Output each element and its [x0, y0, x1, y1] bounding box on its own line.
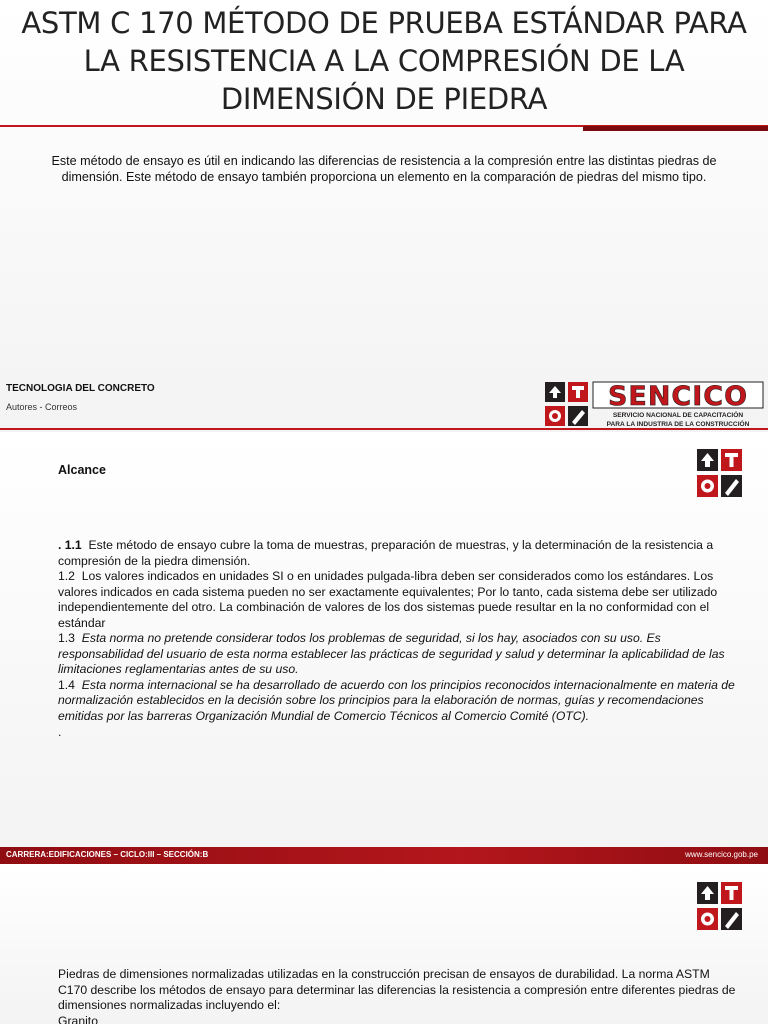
scope-body [58, 538, 742, 741]
sencico-wordmark: SENCICO [607, 381, 749, 412]
intro-paragraph: Este método de ensayo es útil en indicando las diferencias de resistencia a la compresión entre las distintas piedras de dimensión. Este método de ensayo también proporciona un elemento en la comparación de piedras del mismo tipo. [51, 154, 717, 184]
sencico-tagline-2: PARA LA INDUSTRIA DE LA CONSTRUCCIÓN [606, 421, 750, 428]
slide-title: ASTM C 170 MÉTODO DE PRUEBA ESTÁNDAR PARA LA RESISTENCIA A LA COMPRESIÓN DE LA DIMENSIÓN DE PIEDRA [21, 6, 747, 116]
slide-1 [0, 0, 768, 432]
title-divider-accent [583, 126, 768, 131]
trailing-mark: . [58, 725, 62, 739]
durability-body [58, 967, 742, 1024]
sencico-tagline-1: SERVICIO NACIONAL DE CAPACITACIÓN [612, 412, 744, 419]
clause-1-3: 1.3 Esta norma no pretende considerar todos los problemas de seguridad, si los hay, asociados con su uso. Es responsabilidad del usuario de esta norma establecer las prácticas de seguridad y salud y determinar la aplicabilidad de las limitaciones reglamentarias antes de su uso. [58, 631, 725, 676]
section-heading: Alcance [58, 463, 106, 477]
sencico-icon-logo [696, 448, 744, 498]
slide-1-bottom-rule [0, 428, 768, 430]
website-link[interactable]: www.sencico.gob.pe [685, 850, 758, 859]
footer-bar [0, 847, 768, 864]
slide-2 [0, 432, 768, 864]
authors-label: Autores - Correos [6, 402, 78, 412]
clause-1-1: . 1.1 Este método de ensayo cubre la toma de muestras, preparación de muestras, y la determinación de la resistencia a compresión de la piedra dimensión. [58, 538, 714, 568]
clause-1-4: 1.4 Esta norma internacional se ha desarrollado de acuerdo con los principios reconocidos internacionalmente en materia de normalización establecidos en la decisión sobre los principios para la elaboración de normas, guías y recomendaciones emitidas por las barreras Organización Mundial de Comercio Técnicos al Comercio Comité (OTC). [58, 677, 735, 723]
sencico-icon-logo [696, 881, 744, 931]
course-name: TECNOLOGIA DEL CONCRETO [6, 383, 155, 394]
durability-paragraph: Piedras de dimensiones normalizadas utilizadas en la construcción precisan de ensayos de durabilidad. La norma ASTM C170 describe los métodos de ensayo para determinar las diferencias la resistencia a compresión entre diferentes piedras de dimensiones normalizadas incluyendo el: [58, 967, 736, 1012]
sencico-logo [544, 381, 764, 429]
stone-list-item: Granito [58, 1013, 98, 1024]
slide-3 [0, 865, 768, 1024]
clause-1-2: 1.2 Los valores indicados en unidades SI o en unidades pulgada-libra deben ser considerados como los estándares. Los valores indicados en cada sistema pueden no ser exactamente equivalentes; Por lo tanto, cada sistema debe ser utilizado independientemente del otro. La combinación de valores de los dos sistemas puede resultar en la no conformidad con el estándar [58, 569, 718, 630]
program-info: CARRERA:EDIFICACIONES – CICLO:III – SECCIÓN:B [6, 850, 209, 859]
